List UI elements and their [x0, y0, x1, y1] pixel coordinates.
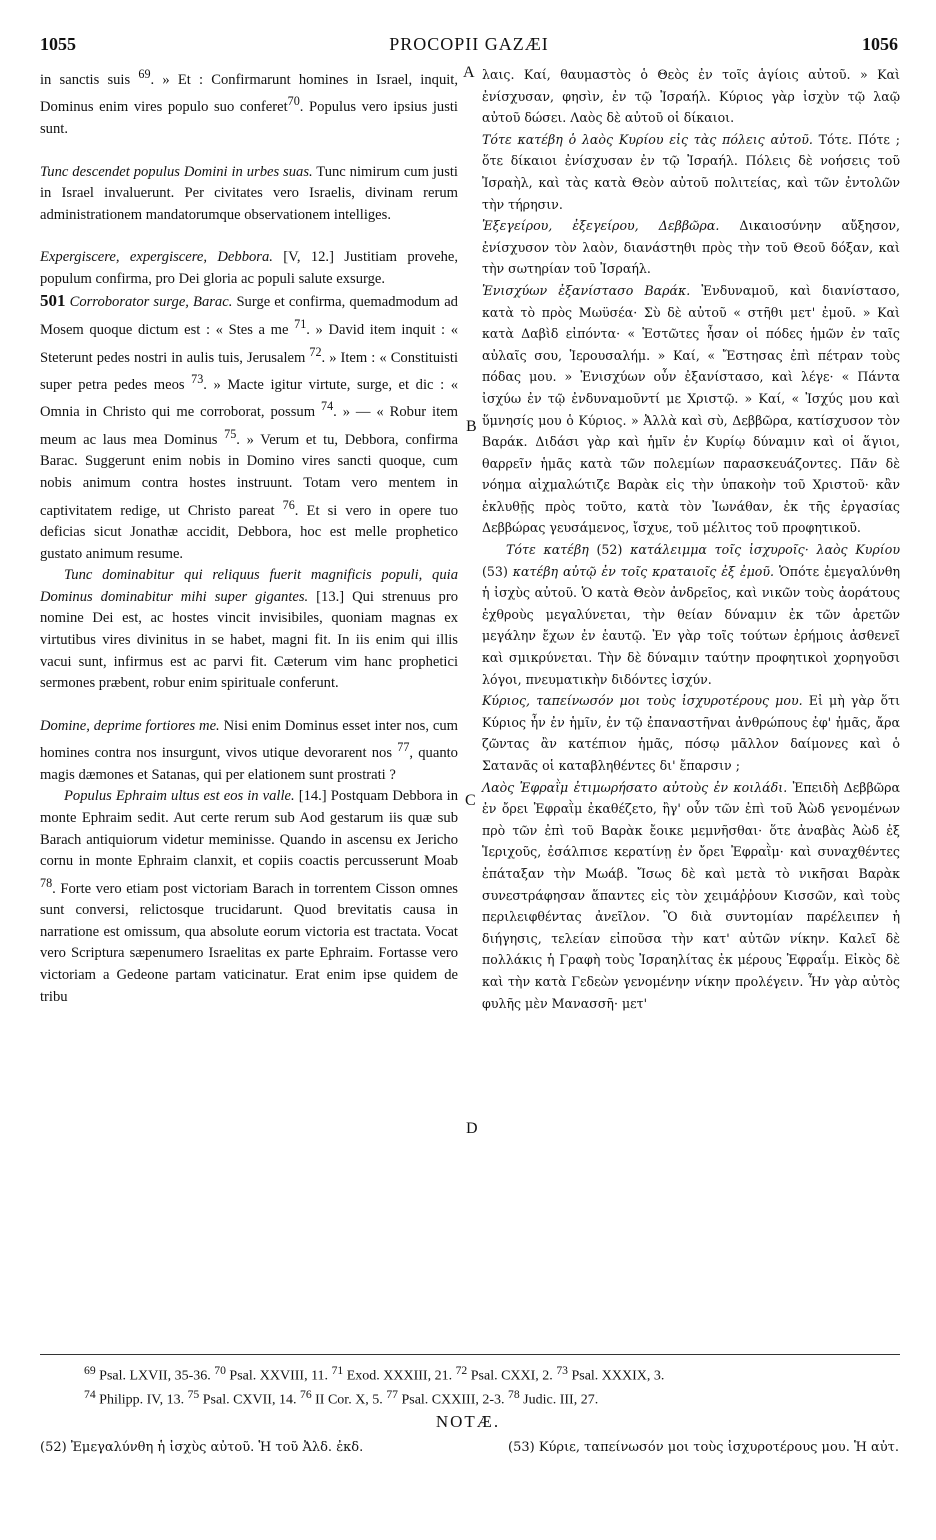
margin-letter-c: C	[465, 792, 476, 809]
greek-paragraph-2: Τότε κατέβη ὁ λαὸς Κυρίου εἰς τὰς πόλεις αὐτοῦ. Τότε. Πότε ; ὅτε δίκαιοι ἐνίσχυσαν ἐν τῷ Ἰσραήλ. Πόλεις δὲ νοήσεις τοῦ Ἰσραὴλ, καὶ τὰς κατὰ Θεὸν αὐτοῦ πολιτείας, καὶ τῶν ἐντολῶν τὴν τήρησιν.	[482, 131, 900, 212]
page-header	[40, 30, 898, 60]
notae-title: NOTÆ.	[435, 1412, 501, 1431]
greek-paragraph-3: Ἐξεγείρου, ἐξεγείρου, Δεββῶρα. Δικαιοσύνην αὔξησον, ἐνίσχυσον τὸν λαὸν, διανάστηθι πρὸς τὴν τοῦ Θεοῦ δόξαν, καὶ τὴν σωτηρίαν τοῦ Ἰσραήλ.	[482, 218, 900, 277]
margin-letter-d: D	[466, 1120, 478, 1137]
running-title: PROCOPII GAZÆI	[389, 34, 549, 54]
note-53: (53) Κύριε, ταπείνωσόν μοι τοὺς ἰσχυροτέρους μου. Ἡ αὐτ.	[508, 1440, 900, 1455]
greek-paragraph-4: Ἐνισχύων ἐξανίστασο Βαράκ. Ἐνδυναμοῦ, καὶ διανίστασο, κατὰ τὸ πρὸς Μωϋσέα· Σὺ δὲ αὐτοῦ « στῆθι μετ' ἐμοῦ. » Καὶ κατὰ Δαβὶδ εἰπόντα· « Ἑστῶτες ἦσαν οἱ πόδες ἡμῶν ἐν ταῖς αὐλαῖς σου, Ἱερουσαλήμ. » Καί, « Ἔστησας ἐπὶ πέτραν τοὺς πόδας μου. » Ἐνισχύων οὖν ἐξανίστασο, καὶ λέγε· « Πάντα ἰσχύω ἐν τῷ ἐνδυναμοῦντί με Χριστῷ. » Καί, « Ἰσχύς μου καὶ ὕμνησίς μου ὁ Κύριος. » Ἀλλὰ καὶ σὺ, Δεββῶρα, κατίσχυσον τὸν Βαράκ. Διδάσι γὰρ καὶ ἡμῖν ἐν Κυρίῳ δύναμιν καὶ οἱ ἅγιοι, θαρρεῖν ἡμᾶς κατὰ τῶν πολεμίων παρασκευάζοντες. Πᾶν δὲ νόημα αἰχμαλώτιζε Βαρὰκ εἰς τὴν ὑπακοὴν τοῦ Χριστοῦ· κἂν ἐκλυθῇς πρὸς τοῦτο, κατὰ τὸν Ἰωνάθαν, ἐκ τῆς ἐργασίας Δεββώρας γευσάμενος, ἴσχυε, τοῦ μέλιτος τοῦ προφητικοῦ.	[482, 282, 900, 536]
footnotes	[84, 1362, 900, 1409]
margin-letter-a: A	[463, 64, 475, 81]
latin-paragraph-2: Tunc descendet populus Domini in urbes suas. Tunc nimirum cum justi in Israel invaluerunt. Per civitates vero Israelis, divinam rerum administrationem mandatorumque observationem intelliges.	[40, 163, 458, 223]
latin-paragraph-4: 501 Corroborator surge, Barac. Surge et confirma, quemadmodum ad Mosem quoque dictum est : « Stes a me $^{71}$. » David item inquit : « Steterunt pedes nostri in aulis tuis, Jerusalem $^{72}$. » Item : « Constituisti super petra pedes meos $^{73}$. » Macte igitur virtute, surge, et dic : « Omnia in Christo qui me corroborat, possum $^{74}$. » — « Robur item meum ac laus mea Dominus $^{75}$. » Verum et tu, Debbora, confirma Barac. Suggerunt enim nobis in Domino vires sancti quoque, cum nobis animum contra hostes instruunt. Totam vero mentem in captivitatem redige, ut Christo pareat $^{76}$. Et si vero in opere tuo deficias sicut Jonathæ accidit, Debbora, hoc est melle prophetico gustato animum resume.	[40, 291, 459, 562]
latin-column	[40, 64, 458, 1008]
latin-paragraph-3: Expergiscere, expergiscere, Debbora. [V, 12.] Justitiam provehe, populum confirma, pro Dei gloria ac populi salute exsurge.	[40, 249, 459, 287]
latin-paragraph-7: Populus Ephraim ultus est eos in valle. [14.] Postquam Debbora in monte Ephraim sedit. Aut certe rerum sub Aod gestarum iis quæ sub Barach antiquiorum videtur meminisse. Quando in ascensu ex Jericho cornu in monte Ephraim clanxit, et copiis coactis percusserunt Moab $^{78}$. Forte vero etiam post victoriam Barach in torrentem Cisson omnes sunt conversi, relictosque trucidarunt. Quod brevitatis causa in narratione est omissum, qua absolute eorum victoria est tractata. Vocat vero Scriptura sæpenumero Israelitas ex parte Ephraim. Fortasse vero victoriam a Gedeone partam vaticinatur. Erat enim ipse quidem de tribu	[40, 788, 458, 1005]
left-page-number: 1055	[40, 34, 76, 54]
note-52: (52) Ἐμεγαλύνθη ἡ ἰσχὺς αὐτοῦ. Ἡ τοῦ Ἀλδ. ἐκδ.	[40, 1440, 364, 1455]
greek-paragraph-6: Κύριος, ταπείνωσόν μοι τοὺς ἰσχυροτέρους μου. Εἰ μὴ γὰρ ὅτι Κύριος ἦν ἐν ἡμῖν, ἐν τῷ ἐπαναστῆναι ἀνθρώπους ἐφ' ἡμᾶς, ἄρα ζῶντας ἂν κατέπιον ἡμᾶς, πόσῳ μᾶλλον δαίμονες καὶ ὁ Σατανᾶς οἱ καταβληθέντες δι' ἔπαρσιν ;	[482, 693, 901, 773]
footnote-line-2: $^{74}$ Philipp. IV, 13. $^{75}$ Psal. CXVII, 14. $^{76}$ II Cor. X, 5. $^{77}$ Psal. CXXIII, 2-3. $^{78}$ Judic. III, 27.	[84, 1387, 599, 1408]
margin-letter-b: B	[466, 418, 477, 435]
greek-paragraph-7: Λαὸς Ἐφραῒμ ἐτιμωρήσατο αὐτοὺς ἐν κοιλάδι. Ἐπειδὴ Δεββῶρα ἐν ὄρει Ἐφραῒμ ἐκαθέζετο, ἢγ' οὖν τῶν ἐπὶ τοῦ Ἀὼδ γενομένων πρὸ τῶν ἐπὶ τοῦ Βαρὰκ ἔοικε μεμνῆσθαι· ὅτε ἀναβὰς Ἀὼδ ἐξ Ἱεριχοῦς, ἐσάλπισε κερατίνῃ ἐν ὄρει Ἐφραῒμ· καὶ συναχθέντες ἐπάταξαν τὴν Μωάβ. Ἴσως δὲ καὶ μετὰ τὸ νικῆσαι Βαρὰκ συνεστράφησαν ἅπαντες εἰς τὸν χειμάῤῥουν Κισσῶν, καὶ τοὺς περιλειφθέντας ἀνεῖλον. Ὃ διὰ συντομίαν παρέλειπεν ἡ διήγησις, τελείαν εἰποῦσα τὴν κατ' αὐτῶν νίκην. Καλεῖ δὲ πολλάκις ἡ Γραφὴ τοὺς Ἰσραηλίτας ἐκ μέρους Ἐφραΐμ. Εἰκὸς δὲ καὶ τὴν κατὰ Γεδεὼν γενομένην νίκην προλέγειν. Ἦν γὰρ αὐτὸς φυλῆς μὲν Μανασσῆ· μετ'	[482, 779, 900, 1011]
greek-paragraph-1: λαις. Καί, θαυμαστὸς ὁ Θεὸς ἐν τοῖς ἁγίοις αὐτοῦ. » Καὶ ἐνίσχυσαν, φησὶν, ἐν τῷ Ἰσραήλ. Κύριος γὰρ ἰσχὺν τῷ λαῷ αὐτοῦ δώσει. Λαὸς δὲ αὐτοῦ οἱ δίκαιοι.	[482, 67, 900, 126]
greek-column	[482, 64, 900, 1014]
latin-paragraph-6: Domine, deprime fortiores me. Nisi enim Dominus esset inter nos, cum homines contra nos insurgunt, vivos utique devorarent nos $^{77}$, quanto magis dæmones et Satanas, qui per elationem sunt prostrati ?	[40, 717, 458, 783]
footnote-line-1: $^{69}$ Psal. LXVII, 35-36. $^{70}$ Psal. XXVIII, 11. $^{71}$ Exod. XXXIII, 21. $^{72}$ Psal. CXXI, 2. $^{73}$ Psal. XXXIX, 3.	[84, 1364, 665, 1384]
latin-paragraph-5: Tunc dominabitur qui reliquus fuerit magnificis populi, quia Dominus dominabitur mihi super gigantes. [13.] Qui strenuus pro nomine Dei est, ac hostes vincit invisibiles, quoniam magnas ex virtutibus vires divinitus in se habet, magni fit. In iis enim qui illis vacui sunt, infirmus est ac parvi fit. Cæterum vim hanc prophetici sermones præbent, robur enim spirituale conferunt.	[40, 567, 459, 692]
greek-paragraph-5: Τότε κατέβη (52) κατάλειμμα τοῖς ἰσχυροῖς· λαὸς Κυρίου (53) κατέβη αὐτῷ ἐν τοῖς κραταιοῖς ἐξ ἐμοῦ. Ὁπότε ἐμεγαλύνθη ἡ ἰσχὺς αὐτοῦ. Ὁ κατὰ Θεὸν ἀνδρεῖος, καὶ νικῶν τοὺς ἀοράτους ἐχθροὺς μεγαλύνεται, τὴν θείαν δύναμιν ἐκ τῶν ἀρετῶν μεγάλην ἔχων ἐν ἑαυτῷ. Ἐν γὰρ τοῖς τούτων ἐρήμοις ἀσθενεῖ καὶ σμικρύνεται. Τὴν δὲ δύναμιν ταύτην προφητικοὶ χορηγοῦσι λόγοι, πνευματικὴν διδόντες ἰσχύν.	[482, 542, 900, 687]
footnote-rule	[40, 1354, 900, 1355]
latin-paragraph-1: in sanctis suis $^{69}$. » Et : Confirmarunt homines in Israel, inquit, Dominus enim vires populo suo conferet$^{70}$. Populus vero ipsius justi sunt.	[40, 67, 458, 137]
right-page-number: 1056	[862, 34, 898, 54]
